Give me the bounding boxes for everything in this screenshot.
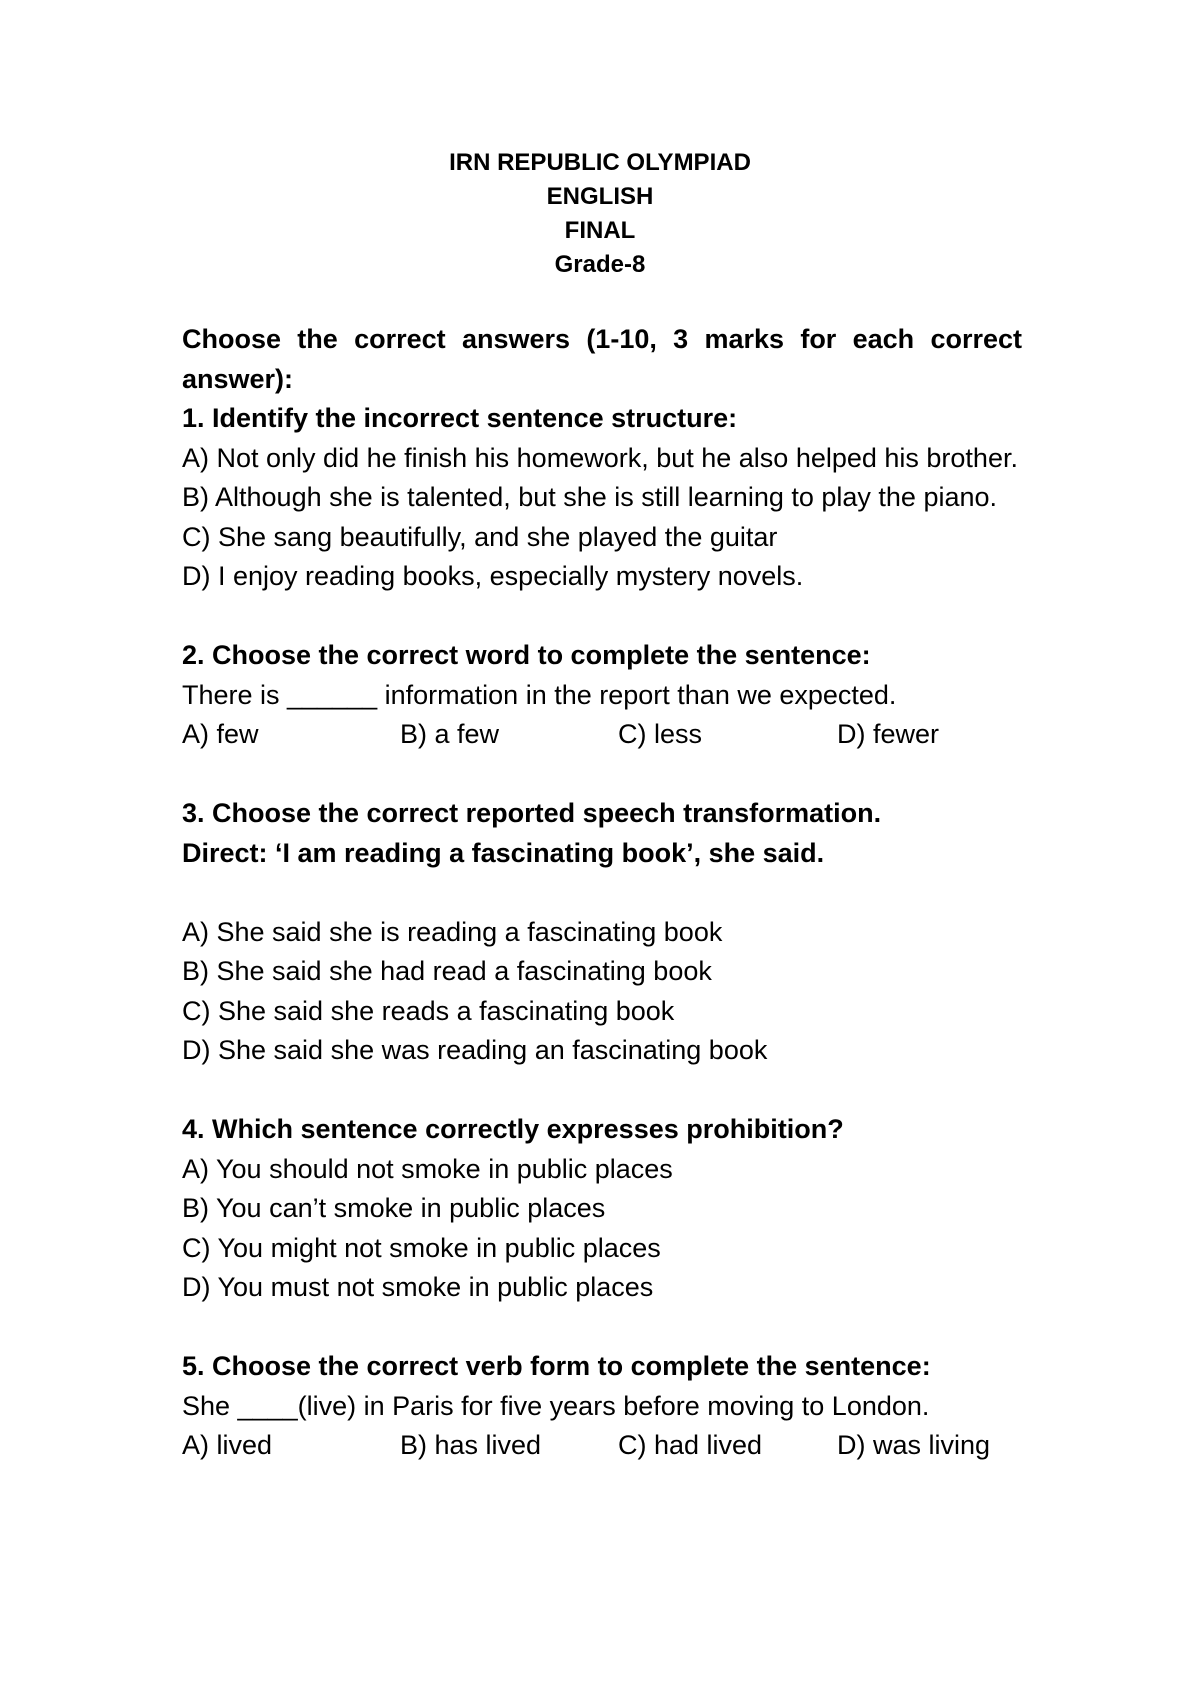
option-d: D) You must not smoke in public places bbox=[182, 1272, 654, 1302]
options-row bbox=[182, 1426, 1022, 1466]
question-prompt: 5. Choose the correct verb form to complete the sentence: bbox=[182, 1351, 931, 1381]
option-d: D) was living bbox=[837, 1430, 991, 1460]
option-b: B) You can’t smoke in public places bbox=[182, 1193, 606, 1223]
options-row bbox=[182, 715, 1022, 755]
option-c: C) You might not smoke in public places bbox=[182, 1232, 661, 1263]
instructions: Choose the correct answers (1-10, 3 marks for each correct answer): bbox=[182, 324, 1022, 394]
option-c: C) She said she reads a fascinating book bbox=[182, 995, 675, 1026]
header-stage: FINAL bbox=[564, 217, 636, 244]
question-2 bbox=[182, 636, 1022, 755]
header-grade: Grade-8 bbox=[554, 251, 646, 278]
option-b: B) a few bbox=[400, 719, 500, 749]
question-prompt: 4. Which sentence correctly expresses prohibition? bbox=[182, 1114, 844, 1144]
option-d: D) She said she was reading an fascinating book bbox=[182, 1035, 768, 1065]
header-title: IRN REPUBLIC OLYMPIAD bbox=[449, 149, 751, 176]
question-sentence: She ____(live) in Paris for five years before moving to London. bbox=[182, 1390, 930, 1421]
option-a: A) Not only did he finish his homework, but he also helped his brother. bbox=[182, 442, 1018, 473]
option-d: D) I enjoy reading books, especially mystery novels. bbox=[182, 561, 804, 591]
document-header bbox=[0, 146, 1200, 282]
question-4 bbox=[182, 1110, 1022, 1308]
option-a: A) You should not smoke in public places bbox=[182, 1153, 673, 1184]
question-3 bbox=[182, 794, 1022, 1071]
header-subject: ENGLISH bbox=[546, 183, 654, 210]
direct-speech: Direct: ‘I am reading a fascinating book’, she said. bbox=[182, 837, 825, 868]
option-b: B) She said she had read a fascinating book bbox=[182, 956, 712, 986]
option-a: A) few bbox=[182, 719, 259, 749]
option-b: B) has lived bbox=[400, 1430, 542, 1460]
option-a: A) She said she is reading a fascinating book bbox=[182, 916, 723, 947]
option-a: A) lived bbox=[182, 1430, 273, 1460]
question-prompt: 3. Choose the correct reported speech transformation. bbox=[182, 798, 882, 828]
question-1 bbox=[182, 399, 1022, 597]
question-prompt: 1. Identify the incorrect sentence structure: bbox=[182, 403, 738, 433]
option-c: C) had lived bbox=[618, 1430, 763, 1460]
question-sentence: There is ______ information in the report than we expected. bbox=[182, 679, 897, 710]
question-prompt: 2. Choose the correct word to complete the sentence: bbox=[182, 640, 871, 670]
questions-body bbox=[182, 320, 1022, 1466]
option-d: D) fewer bbox=[837, 719, 940, 749]
option-c: C) less bbox=[618, 719, 703, 749]
option-b: B) Although she is talented, but she is still learning to play the piano. bbox=[182, 482, 998, 512]
option-c: C) She sang beautifully, and she played the guitar bbox=[182, 521, 778, 552]
question-5 bbox=[182, 1347, 1022, 1466]
